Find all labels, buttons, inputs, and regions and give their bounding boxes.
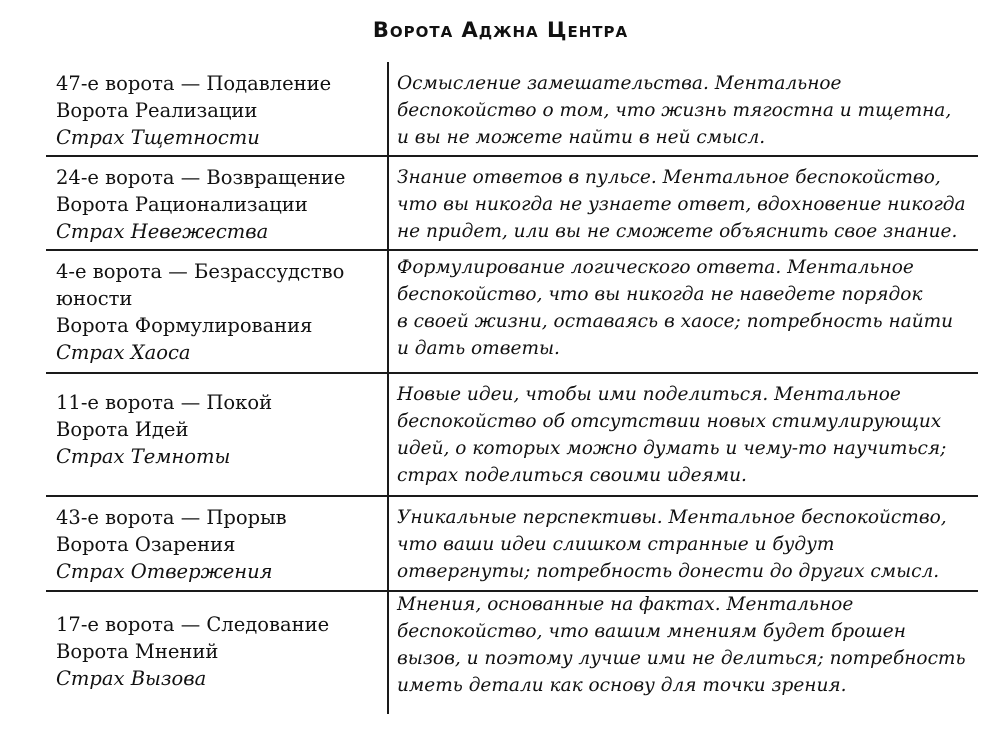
gate-name-cell (56, 389, 376, 470)
gate-title-line: Ворота Рационализации (56, 193, 308, 216)
gate-number-name: 47-е ворота — Подавление (56, 72, 332, 95)
table-row (46, 373, 978, 496)
gate-title-line: Ворота Озарения (56, 533, 236, 556)
gate-fear: Страх Хаоса (56, 341, 191, 364)
gate-name-cell (56, 504, 376, 585)
description-line: Уникальные перспективы. Ментальное беспокойство, (397, 507, 947, 528)
gate-number-name: 43-е ворота — Прорыв (56, 506, 287, 529)
description-line: Формулирование логического ответа. Ментальное (397, 257, 914, 278)
gate-description-cell (397, 504, 972, 585)
description-line: что ваши идеи слишком странные и будут (397, 534, 835, 555)
gate-title-line: Ворота Формулирования (56, 314, 313, 337)
description-line: и дать ответы. (397, 338, 560, 359)
gate-description-cell (397, 591, 972, 699)
gate-name-cell (56, 258, 376, 366)
description-line: вызов, и поэтому лучше ими не делиться; потребность (397, 648, 966, 669)
gate-description-cell (397, 164, 972, 245)
description-line: беспокойство, что вашим мнениям будет брошен (397, 621, 906, 642)
gate-title-line: юности (56, 287, 133, 310)
gate-number-name: 4-е ворота — Безрассудство (56, 260, 345, 283)
description-line: беспокойство о том, что жизнь тягостна и тщетна, (397, 100, 952, 121)
description-line: Осмысление замешательства. Ментальное (397, 73, 842, 94)
table-row (46, 156, 978, 250)
description-line: беспокойство об отсутствии новых стимулирующих (397, 411, 942, 432)
gate-description-cell (397, 70, 972, 151)
table-row (46, 250, 978, 373)
gate-title-line: Ворота Идей (56, 418, 189, 441)
description-line: страх поделиться своими идеями. (397, 465, 747, 486)
row-divider (46, 495, 978, 497)
gate-number-name: 11-е ворота — Покой (56, 391, 273, 414)
gate-title-line: Ворота Реализации (56, 99, 258, 122)
description-line: идей, о которых можно думать и чему-то научиться; (397, 438, 947, 459)
table-row (46, 591, 978, 714)
description-line: иметь детали как основу для точки зрения. (397, 675, 847, 696)
description-line: Знание ответов в пульсе. Ментальное беспокойство, (397, 167, 941, 188)
gate-title-line: Ворота Мнений (56, 640, 219, 663)
row-divider (46, 155, 978, 157)
description-line: Новые идеи, чтобы ими поделиться. Ментальное (397, 384, 901, 405)
gate-number-name: 24-е ворота — Возвращение (56, 166, 346, 189)
description-line: отвергнуты; потребность донести до других смысл. (397, 561, 940, 582)
gate-name-cell (56, 70, 376, 151)
gate-number-name: 17-е ворота — Следование (56, 613, 330, 636)
gate-description-cell (397, 254, 972, 362)
description-line: беспокойство, что вы никогда не наведете порядок (397, 284, 923, 305)
gate-description-cell (397, 381, 972, 489)
row-divider (46, 249, 978, 251)
description-line: и вы не можете найти в ней смысл. (397, 127, 766, 148)
description-line: что вы никогда не узнаете ответ, вдохновение никогда (397, 194, 966, 215)
gates-table (46, 62, 978, 714)
description-line: Мнения, основанные на фактах. Ментальное (397, 594, 854, 615)
gate-fear: Страх Темноты (56, 445, 231, 468)
gate-fear: Страх Тщетности (56, 126, 260, 149)
gate-name-cell (56, 164, 376, 245)
gate-fear: Страх Невежества (56, 220, 269, 243)
table-row (46, 62, 978, 156)
description-line: не придет, или вы не сможете объяснить свое знание. (397, 221, 958, 242)
gate-name-cell (56, 611, 376, 692)
description-line: в своей жизни, оставаясь в хаосе; потребность найти (397, 311, 954, 332)
page-title: Ворота Аджна Центра (372, 18, 629, 42)
gate-fear: Страх Отвержения (56, 560, 273, 583)
row-divider (46, 372, 978, 374)
table-row (46, 496, 978, 591)
gate-fear: Страх Вызова (56, 667, 207, 690)
